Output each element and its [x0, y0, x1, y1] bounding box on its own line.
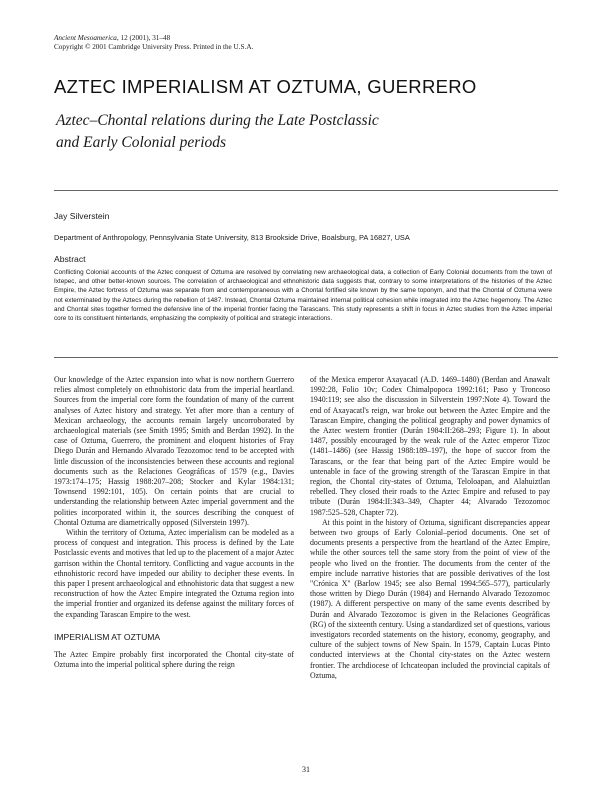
abstract-rule — [54, 357, 558, 358]
paragraph: of the Mexica emperor Axayacatl (A.D. 1469–1480) (Berdan and Anawalt 1992:28, Folio 10v; Codex Chimalpopoca 1992:161; Paso y Troncoso 1940:119; see also the discussion in Silverstein 1997:Note 4). Toward the end of Axayacatl's reign, war broke out between the Aztec Empire and the Tarascan Empire, changing the political geography and power dynamics of the Aztec western frontier (Durán 1984:II:268–293; Figure 1). In about 1487, possibly encouraged by the weak rule of the Aztec emperor Tizoc (1481–1486) (see Hassig 1988:189–197), the hope of succor from the Tarascans, or the fear that being part of the Aztec Empire would be untenable in face of the growing strength of the Tarascan Empire in that region, the Chontal city-states of Oztuma, Teloloapan, and Alahuiztlan rebelled. They closed their roads to the Aztec Empire and refused to pay tribute (Durán 1984:II:343–349, Chapter 44; Alvarado Tezozomoc 1987:525–528, Chapter 72). — [310, 375, 550, 517]
subtitle-line-1: Aztec–Chontal relations during the Late Postclassic — [56, 112, 379, 129]
journal-name: Ancient Mesoamerica — [54, 34, 117, 42]
paragraph: At this point in the history of Oztuma, significant discrepancies appear between two groups of Early Colonial–period documents. One set of documents presents a perspective from the heartland of the Aztec Empire, while the other sources tell the same story from the point of view of the people who lived on the frontier. The documents from the center of the empire include narrative histories that are possible derivatives of the lost "Crónica X" (Barlow 1945; see also Bernal 1994:565–577), particularly those written by Diego Durán (1984) and Hernando Alvarado Tezozomoc (1987). A different perspective on many of the same events described by Durán and Alvarado Tezozomoc is given in the Relaciones Geográficas (RG) of the sixteenth century. Using a standardized set of questions, various investigators recorded statements on the history, economy, geography, and culture of the subject towns of New Spain. In 1579, Captain Lucas Pinto conducted interviews at the Chontal city-states on the Aztec western frontier. The archdiocese of Ichcateopan included the provincial capitals of Oztuma, — [310, 517, 550, 680]
abstract-text: Conflicting Colonial accounts of the Aztec conquest of Oztuma are resolved by correlating new archaeological data, a collection of Early Colonial documents from the town of Ixtepec, and other better-known sources. The correlation of archaeological and ethnohistoric data suggests that, contrary to some interpretations of the histories of the Aztec Empire, the Aztec fortress of Oztuma was separate from and contemporaneous with a Chontal fortified site known by the same toponym, and that the Chontal of Oztuma were not exterminated by the Aztecs during the rebellion of 1487. Instead, Chontal Oztuma maintained internal political cohesion while integrated into the Aztec hegemony. The Aztec and Chontal sites together formed the defensive line of the imperial frontier facing the Tarascans. This study represents a shift in focus in Aztec studies from the Aztec imperial core to its constituent hinterlands, emphasizing the complexity of political and strategic interactions. — [54, 269, 552, 323]
header-rule — [54, 190, 558, 191]
copyright-line: Copyright © 2001 Cambridge University Press. Printed in the U.S.A. — [54, 43, 254, 51]
journal-citation — [54, 34, 354, 52]
paragraph: The Aztec Empire probably first incorporated the Chontal city-state of Oztuma into the imperial political sphere during the reign — [54, 650, 294, 670]
body-column-left — [54, 375, 294, 670]
author-affiliation: Department of Anthropology, Pennsylvania State University, 813 Brookside Drive, Boalsburg, PA 16827, USA — [54, 233, 410, 242]
paragraph: Our knowledge of the Aztec expansion into what is now northern Guerrero relies almost completely on ethnohistoric data from the imperial heartland. Sources from the imperial core form the foundation of many of the current analyses of Aztec history and strategy. Yet after more than a century of Mexican archaeology, the accounts remain largely uncorroborated by archaeological materials (see Smith 1995; Smith and Berdan 1992). In the case of Oztuma, Guerrero, the prominent and eloquent histories of Fray Diego Durán and Hernando Alvarado Tezozomoc tend to be accepted with little discussion of the inconsistencies between these accounts and regional documents such as the Relaciones Geográficas of 1579 (e.g., Davies 1973:174–175; Hassig 1988:207–208; Stocker and Kylar 1984:131; Townsend 1992:101, 105). On certain points that are crucial to understanding the relationship between Aztec imperial government and the polities incorporated within it, the sources describing the conquest of Chontal Oztuma are diametrically opposed (Silverstein 1997). — [54, 375, 294, 527]
paragraph: Within the territory of Oztuma, Aztec imperialism can be modeled as a process of conquest and integration. This process is defined by the Late Postclassic events and motives that led up to the placement of a major Aztec garrison within the Chontal territory. Conflicting and vague accounts in the ethnohistoric record have impeded our ability to decipher these events. In this paper I present archaeological and ethnohistoric data that suggest a new reconstruction of how the Aztec Empire integrated the Oztuma region into the imperial frontier and organized its defense against the military forces of the expanding Tarascan Empire to the west. — [54, 528, 294, 619]
article-subtitle — [56, 110, 516, 154]
section-heading: IMPERIALISM AT OZTUMA — [54, 631, 161, 642]
abstract-heading: Abstract — [54, 254, 86, 264]
page-number: 31 — [302, 765, 310, 774]
author-name: Jay Silverstein — [54, 211, 110, 221]
body-column-right — [310, 375, 550, 681]
subtitle-line-2: and Early Colonial periods — [56, 134, 227, 151]
article-title: AZTEC IMPERIALISM AT OZTUMA, GUERRERO — [54, 76, 477, 97]
journal-volume: , 12 (2001), 31–48 — [116, 34, 171, 42]
